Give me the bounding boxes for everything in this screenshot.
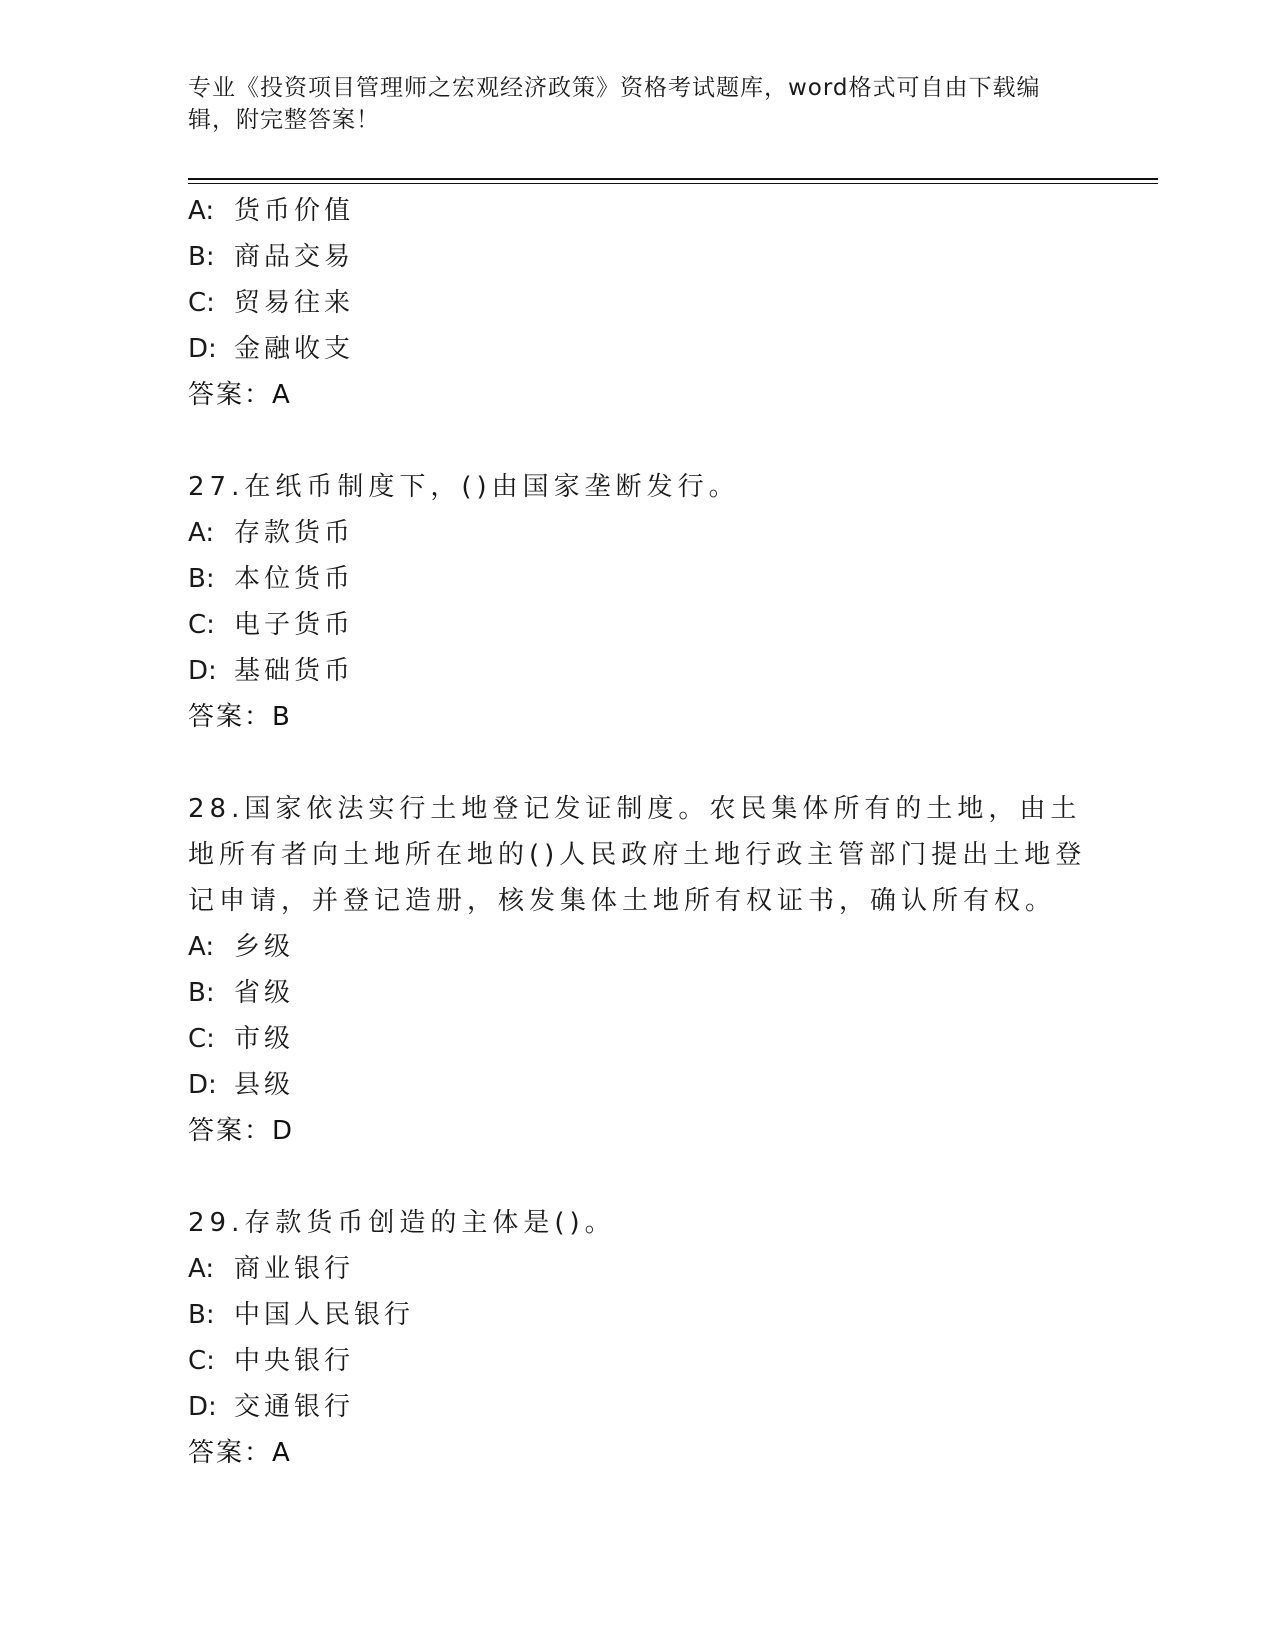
option-text: 金融收支 <box>234 334 355 364</box>
option-b <box>188 970 1088 1016</box>
option-c <box>188 1016 1088 1062</box>
option-letter: C: <box>188 610 215 640</box>
option-text: 商业银行 <box>234 1254 355 1284</box>
option-b <box>188 556 1088 602</box>
option-text: 市级 <box>234 1024 295 1054</box>
answer-line: 答案：A <box>188 1438 292 1468</box>
option-letter: C: <box>188 1346 215 1376</box>
option-letter: C: <box>188 288 215 318</box>
option-letter: D: <box>188 1392 217 1422</box>
header-divider-thick <box>188 178 1158 180</box>
option-text: 存款货币 <box>234 518 355 548</box>
option-letter: A: <box>188 518 215 548</box>
option-a <box>188 1246 1088 1292</box>
option-letter: B: <box>188 978 215 1008</box>
question-28 <box>188 786 1088 1154</box>
spacer <box>188 418 1088 464</box>
option-a <box>188 188 1088 234</box>
option-c <box>188 602 1088 648</box>
option-letter: D: <box>188 334 217 364</box>
option-text: 中央银行 <box>234 1346 355 1376</box>
question-stem: 29.存款货币创造的主体是()。 <box>188 1208 616 1238</box>
option-text: 贸易往来 <box>234 288 355 318</box>
question-stem: 28.国家依法实行土地登记发证制度。农民集体所有的土地，由土地所有者向土地所在地的()人民政府土地行政主管部门提出土地登记申请，并登记造册，核发集体土地所有权证书，确认所有权。 <box>188 794 1087 916</box>
option-text: 电子货币 <box>234 610 355 640</box>
option-c <box>188 280 1088 326</box>
option-letter: B: <box>188 564 215 594</box>
option-c <box>188 1338 1088 1384</box>
question-content <box>188 188 1088 1476</box>
option-text: 交通银行 <box>234 1392 355 1422</box>
header-divider-thin <box>188 183 1158 184</box>
option-d <box>188 326 1088 372</box>
option-text: 县级 <box>234 1070 295 1100</box>
option-d <box>188 1062 1088 1108</box>
option-text: 货币价值 <box>234 196 355 226</box>
option-d <box>188 648 1088 694</box>
question-stem: 27.在纸币制度下，()由国家垄断发行。 <box>188 472 740 502</box>
option-letter: D: <box>188 1070 217 1100</box>
option-text: 商品交易 <box>234 242 355 272</box>
option-letter: A: <box>188 196 215 226</box>
option-text: 本位货币 <box>234 564 355 594</box>
option-letter: B: <box>188 1300 215 1330</box>
spacer <box>188 1154 1088 1200</box>
option-d <box>188 1384 1088 1430</box>
option-letter: C: <box>188 1024 215 1054</box>
option-letter: A: <box>188 932 215 962</box>
option-text: 省级 <box>234 978 295 1008</box>
option-text: 中国人民银行 <box>234 1300 415 1330</box>
option-b <box>188 1292 1088 1338</box>
question-27 <box>188 464 1088 740</box>
option-text: 基础货币 <box>234 656 355 686</box>
spacer <box>188 740 1088 786</box>
option-letter: D: <box>188 656 217 686</box>
option-letter: B: <box>188 242 215 272</box>
question-29 <box>188 1200 1088 1476</box>
answer-line: 答案：A <box>188 380 292 410</box>
answer-line: 答案：B <box>188 702 292 732</box>
option-a <box>188 924 1088 970</box>
option-text: 乡级 <box>234 932 295 962</box>
option-letter: A: <box>188 1254 215 1284</box>
document-header: 专业《投资项目管理师之宏观经济政策》资格考试题库，word格式可自由下载编辑，附完整答案！ <box>188 75 1041 133</box>
option-a <box>188 510 1088 556</box>
question-26-continued <box>188 188 1088 418</box>
option-b <box>188 234 1088 280</box>
answer-line: 答案：D <box>188 1116 295 1146</box>
